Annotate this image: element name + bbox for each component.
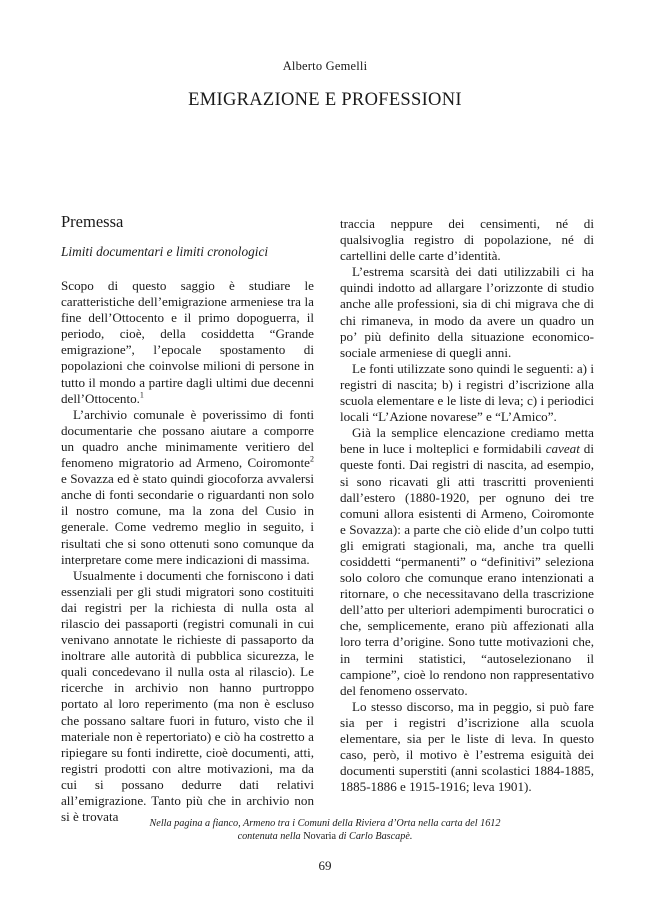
paragraph: traccia neppure dei censimenti, né di qualsivoglia registro di popolazione, né di cartellini delle carte d’identità. (340, 216, 594, 264)
caption-text: di Carlo Bascapè. (336, 831, 413, 842)
paragraph (61, 407, 314, 568)
caption-line: Nella pagina a fianco, Armeno tra i Comuni della Riviera d’Orta nella carta del 1612 (149, 818, 501, 829)
right-column (340, 216, 594, 795)
footnote-marker[interactable]: 1 (139, 390, 144, 400)
paragraph: Le fonti utilizzate sono quindi le seguenti: a) i registri di nascita; b) i registri d’iscrizione alla scuola elementare e le liste di leva; c) i periodici locali “L’Azione novarese” e “L’Amico”. (340, 360, 594, 425)
left-column (61, 212, 314, 825)
paragraph: Usualmente i documenti che forniscono i dati essenziali per gli studi migratori sono costituiti dai registri per la richiesta di nulla osta al rilascio dei passaporti (registri comunali in cui venivano annotate le richieste di passaporto da inoltrare alle autorità di pubblica sicurezza, le quali concedevano il nulla osta al rilascio). Le ricerche in archivio non hanno purtroppo portato al loro reperimento (ma non è escluso che possano saltare fuori in futuro, visto che il materiale non è repertoriato) e ciò ha costretto a ripiegare su fonti indirette, cioè documenti, atti, registri prodotti con altre motivazioni, ma da cui si possano dedurre dati relativi all’emigrazione. Tanto più che in archivio non si è trovata (61, 567, 314, 825)
caption-line (0, 830, 650, 843)
page-number: 69 (318, 858, 332, 873)
footnote-marker[interactable]: 2 (310, 454, 314, 464)
paragraph-text: L’archivio comunale è poverissimo di fonti documentarie che possano aiutare a comporre un quadro anche minimamente veritiero del fenomeno migratorio ad Armeno, Coiromonte (61, 406, 314, 471)
paragraph (61, 278, 314, 407)
paragraph: L’estrema scarsità dei dati utilizzabili ci ha quindi indotto ad allargare l’orizzonte di studio anche alle professioni, sia di chi migrava che di chi rimaneva, in modo da avere un quadro un po’ più definito della situazione economico-sociale armeniese di quegli anni. (340, 264, 594, 360)
emphasized-term: caveat (545, 441, 580, 457)
author-name: Alberto Gemelli (282, 59, 368, 73)
paragraph-text: e Sovazza ed è stato quindi giocoforza avvalersi anche di fonti secondarie o riguardanti non solo il nostro comune, ma la zona del Cusio in generale. Come vedremo meglio in seguito, i risultati che si sono ottenuti sono comunque da interpretare come mere indicazioni di massima. (61, 471, 314, 567)
caption-book-title: Novaria (303, 831, 337, 842)
section-subheading: Limiti documentari e limiti cronologici (61, 244, 269, 259)
paragraph-text: di queste fonti. Dai registri di nascita, ad esempio, si sono ricavati gli atti trascritti provenienti dall’estero (1880-1920, per ognuno dei tre comuni allora esistenti di Armeno, Coiromonte e Sovazza): a parte che ciò elide d’un colpo tutti gli emigrati stagionali, ma, anche tra quelli cosiddetti “permanenti” o “definitivi” seleziona solo coloro che comunque erano intenzionati a ritornare, o che necessitavano della trascrizione dell’atto per ulteriori adempimenti burocratici o che, semplicemente, erano più affezionati alla loro terra d’origine. Sono tutte motivazioni che, in termini statistici, “autoselezionano il campione”, cioè lo rendono non rappresentativo del fenomeno osservato. (340, 441, 594, 698)
figure-caption (0, 817, 650, 843)
paragraph (340, 425, 594, 699)
caption-text: contenuta nella (237, 831, 304, 842)
section-heading: Premessa (61, 212, 124, 231)
paragraph-text: Già la semplice elencazione crediamo metta bene in luce i molteplici e formidabili (340, 425, 594, 457)
article-title: EMIGRAZIONE E PROFESSIONI (188, 90, 462, 110)
paragraph: Lo stesso discorso, ma in peggio, si può fare sia per i registri d’iscrizione alla scuola elementare, sia per le liste di leva. In questo caso, però, il motivo è l’estrema esiguità dei documenti superstiti (anni scolastici 1884-1885, 1885-1886 e 1915-1916; leva 1901). (340, 698, 594, 795)
paragraph-text: Scopo di questo saggio è studiare le caratteristiche dell’emigrazione armeniese tra la fine dell’Ottocento e il primo dopoguerra, il periodo, cioè, della cosiddetta “Grande emigrazione”, l’epocale spostamento di popolazioni che coinvolse milioni di persone in tutto il mondo a partire dagli ultimi due decenni dell’Ottocento. (61, 278, 314, 406)
